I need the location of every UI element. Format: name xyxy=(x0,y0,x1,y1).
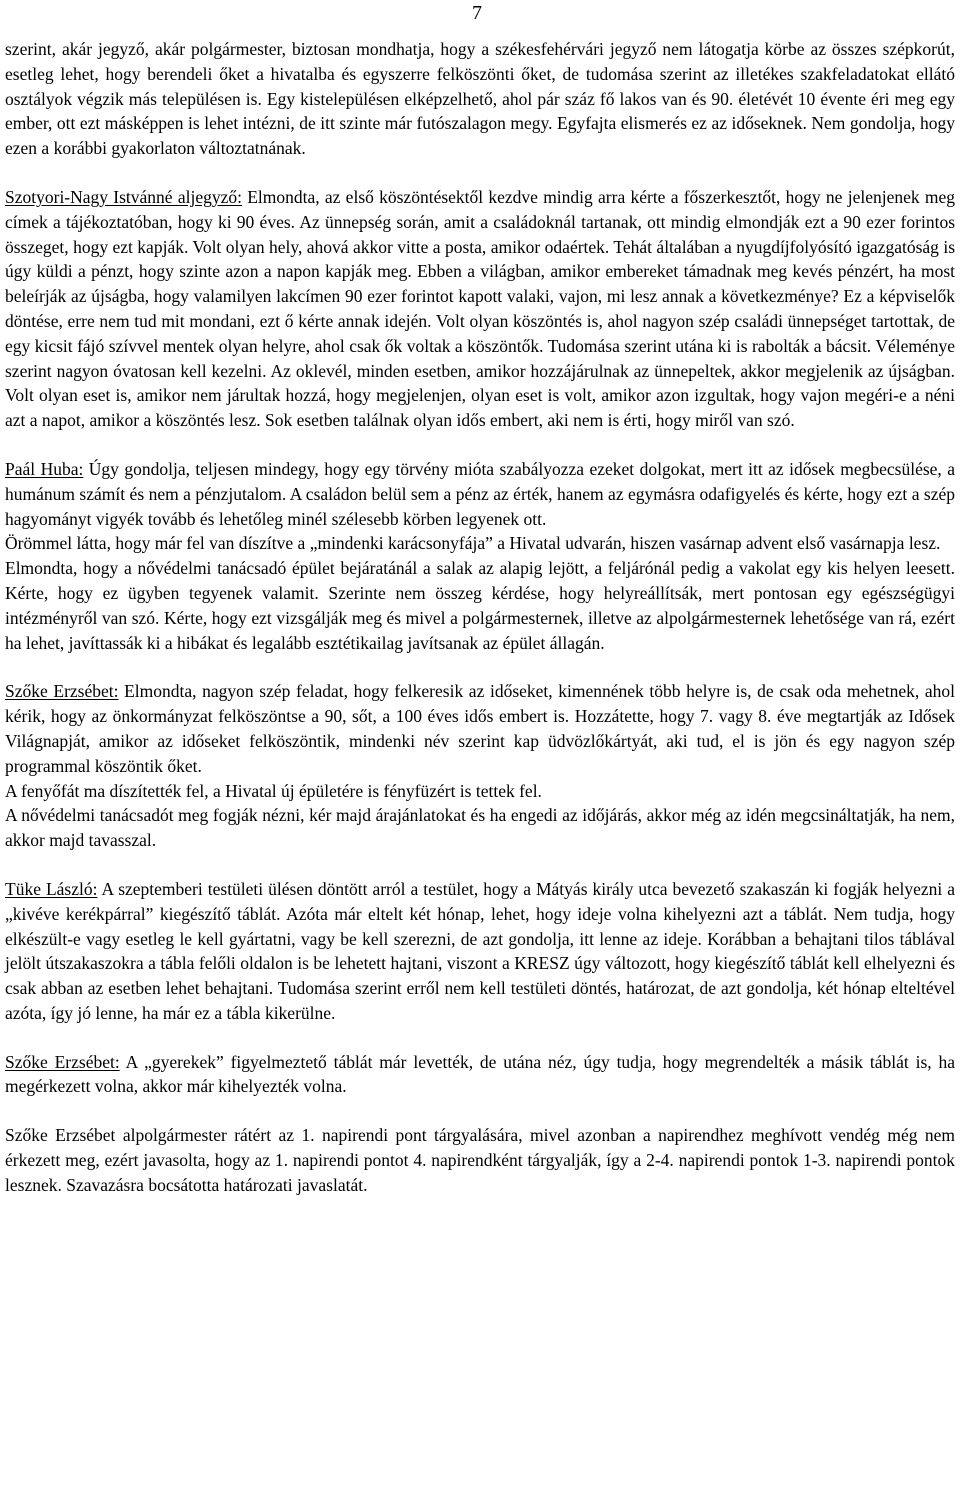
paragraph xyxy=(5,185,955,433)
paragraph-text: szerint, akár jegyző, akár polgármester, biztosan mondhatja, hogy a székesfehérvári jegyző nem látogatja körbe az összes szépkorút, esetleg lehet, hogy berendeli őket a hivatalba és egyszerre felköszönti őket, de tudomása szerint az illetékes szakfeladatokat ellátó osztályok végzik más településen is. Egy kistelepülésen elképzelhető, ahol pár száz fő lakos van és 90. életévét 10 évente éri meg egy ember, ott ezt másképpen is lehet intézni, de itt szinte már futószalagon megy. Egyfajta elismerés ez az időseknek. Nem gondolja, hogy ezen a korábbi gyakorlaton változtatnának. xyxy=(5,39,955,159)
paragraph-text: Örömmel látta, hogy már fel van díszítve a „mindenki karácsonyfája” a Hivatal udvarán, hiszen vasárnap advent első vasárnapja lesz. xyxy=(5,533,941,554)
speaker-name: Szőke Erzsébet: xyxy=(5,681,119,702)
paragraph xyxy=(5,779,955,804)
paragraph-text: A fenyőfát ma díszítették fel, a Hivatal új épületére is fényfüzért is tettek fel. xyxy=(5,780,542,801)
paragraph-text: A nővédelmi tanácsadót meg fogják nézni, kér majd árajánlatokat és ha engedi az időjárás, akkor még az idén megcsináltatják, ha nem, akkor majd tavasszal. xyxy=(5,805,955,851)
paragraph-text: Elmondta, nagyon szép feladat, hogy felkeresik az időseket, kimennének több helyre is, de csak oda mehetnek, ahol kérik, hogy az önkormányzat felköszöntse a 90, sőt, a 100 éves idős embert is. Hozzátette, hogy 7. vagy 8. éve megtartják az Idősek Világnapját, amikor az időseket felköszöntik, mindenki név szerint kap üdvözlőkártyát, aki tud, el is jön és egy nagyon szép programmal köszöntik őket. xyxy=(5,681,955,776)
paragraph xyxy=(5,531,955,556)
speaker-name: Szotyori-Nagy Istvánné aljegyző: xyxy=(5,186,242,207)
speaker-name: Paál Huba: xyxy=(5,458,84,479)
paragraph-text: Elmondta, az első köszöntésektől kezdve mindig arra kérte a főszerkesztőt, hogy ne jelenjenek meg címek a tájékoztatóban, hogy ki 90 éves. Az ünnepség során, amit a családoknál tartanak, ott mindig elmondják ezt a 90 ezer forintos összeget, hogy ezt kapják. Volt olyan hely, ahová akkor vitte a posta, amikor odaértek. Tehát általában a nyugdíjfolyósító igazgatóság is úgy küldi a pénzt, hogy szinte azon a napon kapják meg. Ebben a világban, amikor embereket támadnak meg kevés pénzért, ha most beleírják az újságba, hogy valamilyen lakcímen 90 ezer forintot kapott valaki, vajon, mi lesz annak a következménye? Ez a képviselők döntése, erre nem tud mit mondani, ezt ő kérte annak idején. Volt olyan köszöntés is, ahol nagyon szép családi ünnepséget tartottak, de egy kicsit fájó szívvel mentek olyan helyre, ahol csak ők voltak a köszöntők. Tudomása szerint utána ki is rabolták a bácsit. Véleménye szerint nagyon óvatosan kell kezelni. Az oklevél, minden esetben, amikor hozzájárulnak az ünnepeltek, akkor megjelenik az újságban. Volt olyan eset is, amikor nem járultak hozzá, hogy megjelenjen, olyan eset is volt, amikor azon izgultak, hogy vajon megéri-e a néni azt a napot, amikor a köszöntés lesz. Sok esetben találnak olyan idős embert, aki nem is érti, hogy miről van szó. xyxy=(5,186,955,431)
paragraph-text: A „gyerekek” figyelmeztető táblát már levették, de utána néz, úgy tudja, hogy megrendelték a másik táblát is, ha megérkezett volna, akkor már kihelyezték volna. xyxy=(5,1051,955,1097)
paragraph xyxy=(5,803,955,853)
paragraph xyxy=(5,37,955,161)
paragraph-text: Szőke Erzsébet alpolgármester rátért az 1. napirendi pont tárgyalására, mivel azonban a napirendhez meghívott vendég még nem érkezett meg, ezért javasolta, hogy az 1. napirendi pontot 4. napirendként tárgyalják, így a 2-4. napirendi pontok 1-3. napirendi pontok lesznek. Szavazásra bocsátotta határozati javaslatát. xyxy=(5,1125,955,1195)
paragraph-text: Úgy gondolja, teljesen mindegy, hogy egy törvény mióta szabályozza ezeket dolgokat, mert itt az idősek megbecsülése, a humánum számít és nem a pénzjutalom. A családon belül sem a pénz az érték, hanem az egymásra odafigyelés és kérte, hogy ezt a szép hagyományt vigyék tovább és lehetőleg minél szélesebb körben legyenek ott. xyxy=(5,458,955,529)
paragraph xyxy=(5,1123,955,1197)
page-number: 7 xyxy=(472,2,482,24)
paragraph-text: A szeptemberi testületi ülésen döntött arról a testület, hogy a Mátyás király utca bevezető szakaszán ki fogják helyezni a „kivéve kerékpárral” kiegészítő táblát. Azóta már eltelt két hónap, lehet, hogy ideje volna kihelyezni azt a táblát. Nem tudja, hogy elkészült-e vagy esetleg le kell gyártatni, vagy be kell szerezni, de azt gondolja, itt lenne az ideje. Korábban a behajtani tilos táblával jelölt útszakaszokra a tábla felőli oldalon is be lehetett hajtani, viszont a KRESZ úgy változott, hogy kiegészítő táblát kell elhelyezni és csak abban az esetben lehet behajtani. Tudomása szerint erről nem kell testületi döntés, határozat, de azt gondolja, két hónap elteltével azóta, így jó lenne, ha már ez a tábla kikerülne. xyxy=(5,878,956,1023)
paragraph xyxy=(5,556,955,655)
paragraph xyxy=(5,1050,955,1100)
paragraph-text: Elmondta, hogy a nővédelmi tanácsadó épület bejáratánál a salak az alapig lejött, a feljárónál pedig a vakolat egy kis helyen leesett. Kérte, hogy ez ügyben tegyenek valamit. Szerinte nem összeg kérdése, hogy helyreállítsák, mert pontosan egy egészségügyi intézményről van szó. Kérte, hogy ezt vizsgálják meg és mivel a polgármesternek, illetve az alpolgármesternek lehetősége van rá, ezért ha lehet, javíttassák ki a hibákat és legalább esztétikailag javítsanak az épület állagán. xyxy=(5,558,955,653)
paragraph xyxy=(5,679,955,778)
document-body xyxy=(5,37,955,1198)
speaker-name: Szőke Erzsébet: xyxy=(5,1051,120,1072)
paragraph xyxy=(5,877,955,1026)
paragraph xyxy=(5,457,955,531)
speaker-name: Tüke László: xyxy=(5,878,98,899)
